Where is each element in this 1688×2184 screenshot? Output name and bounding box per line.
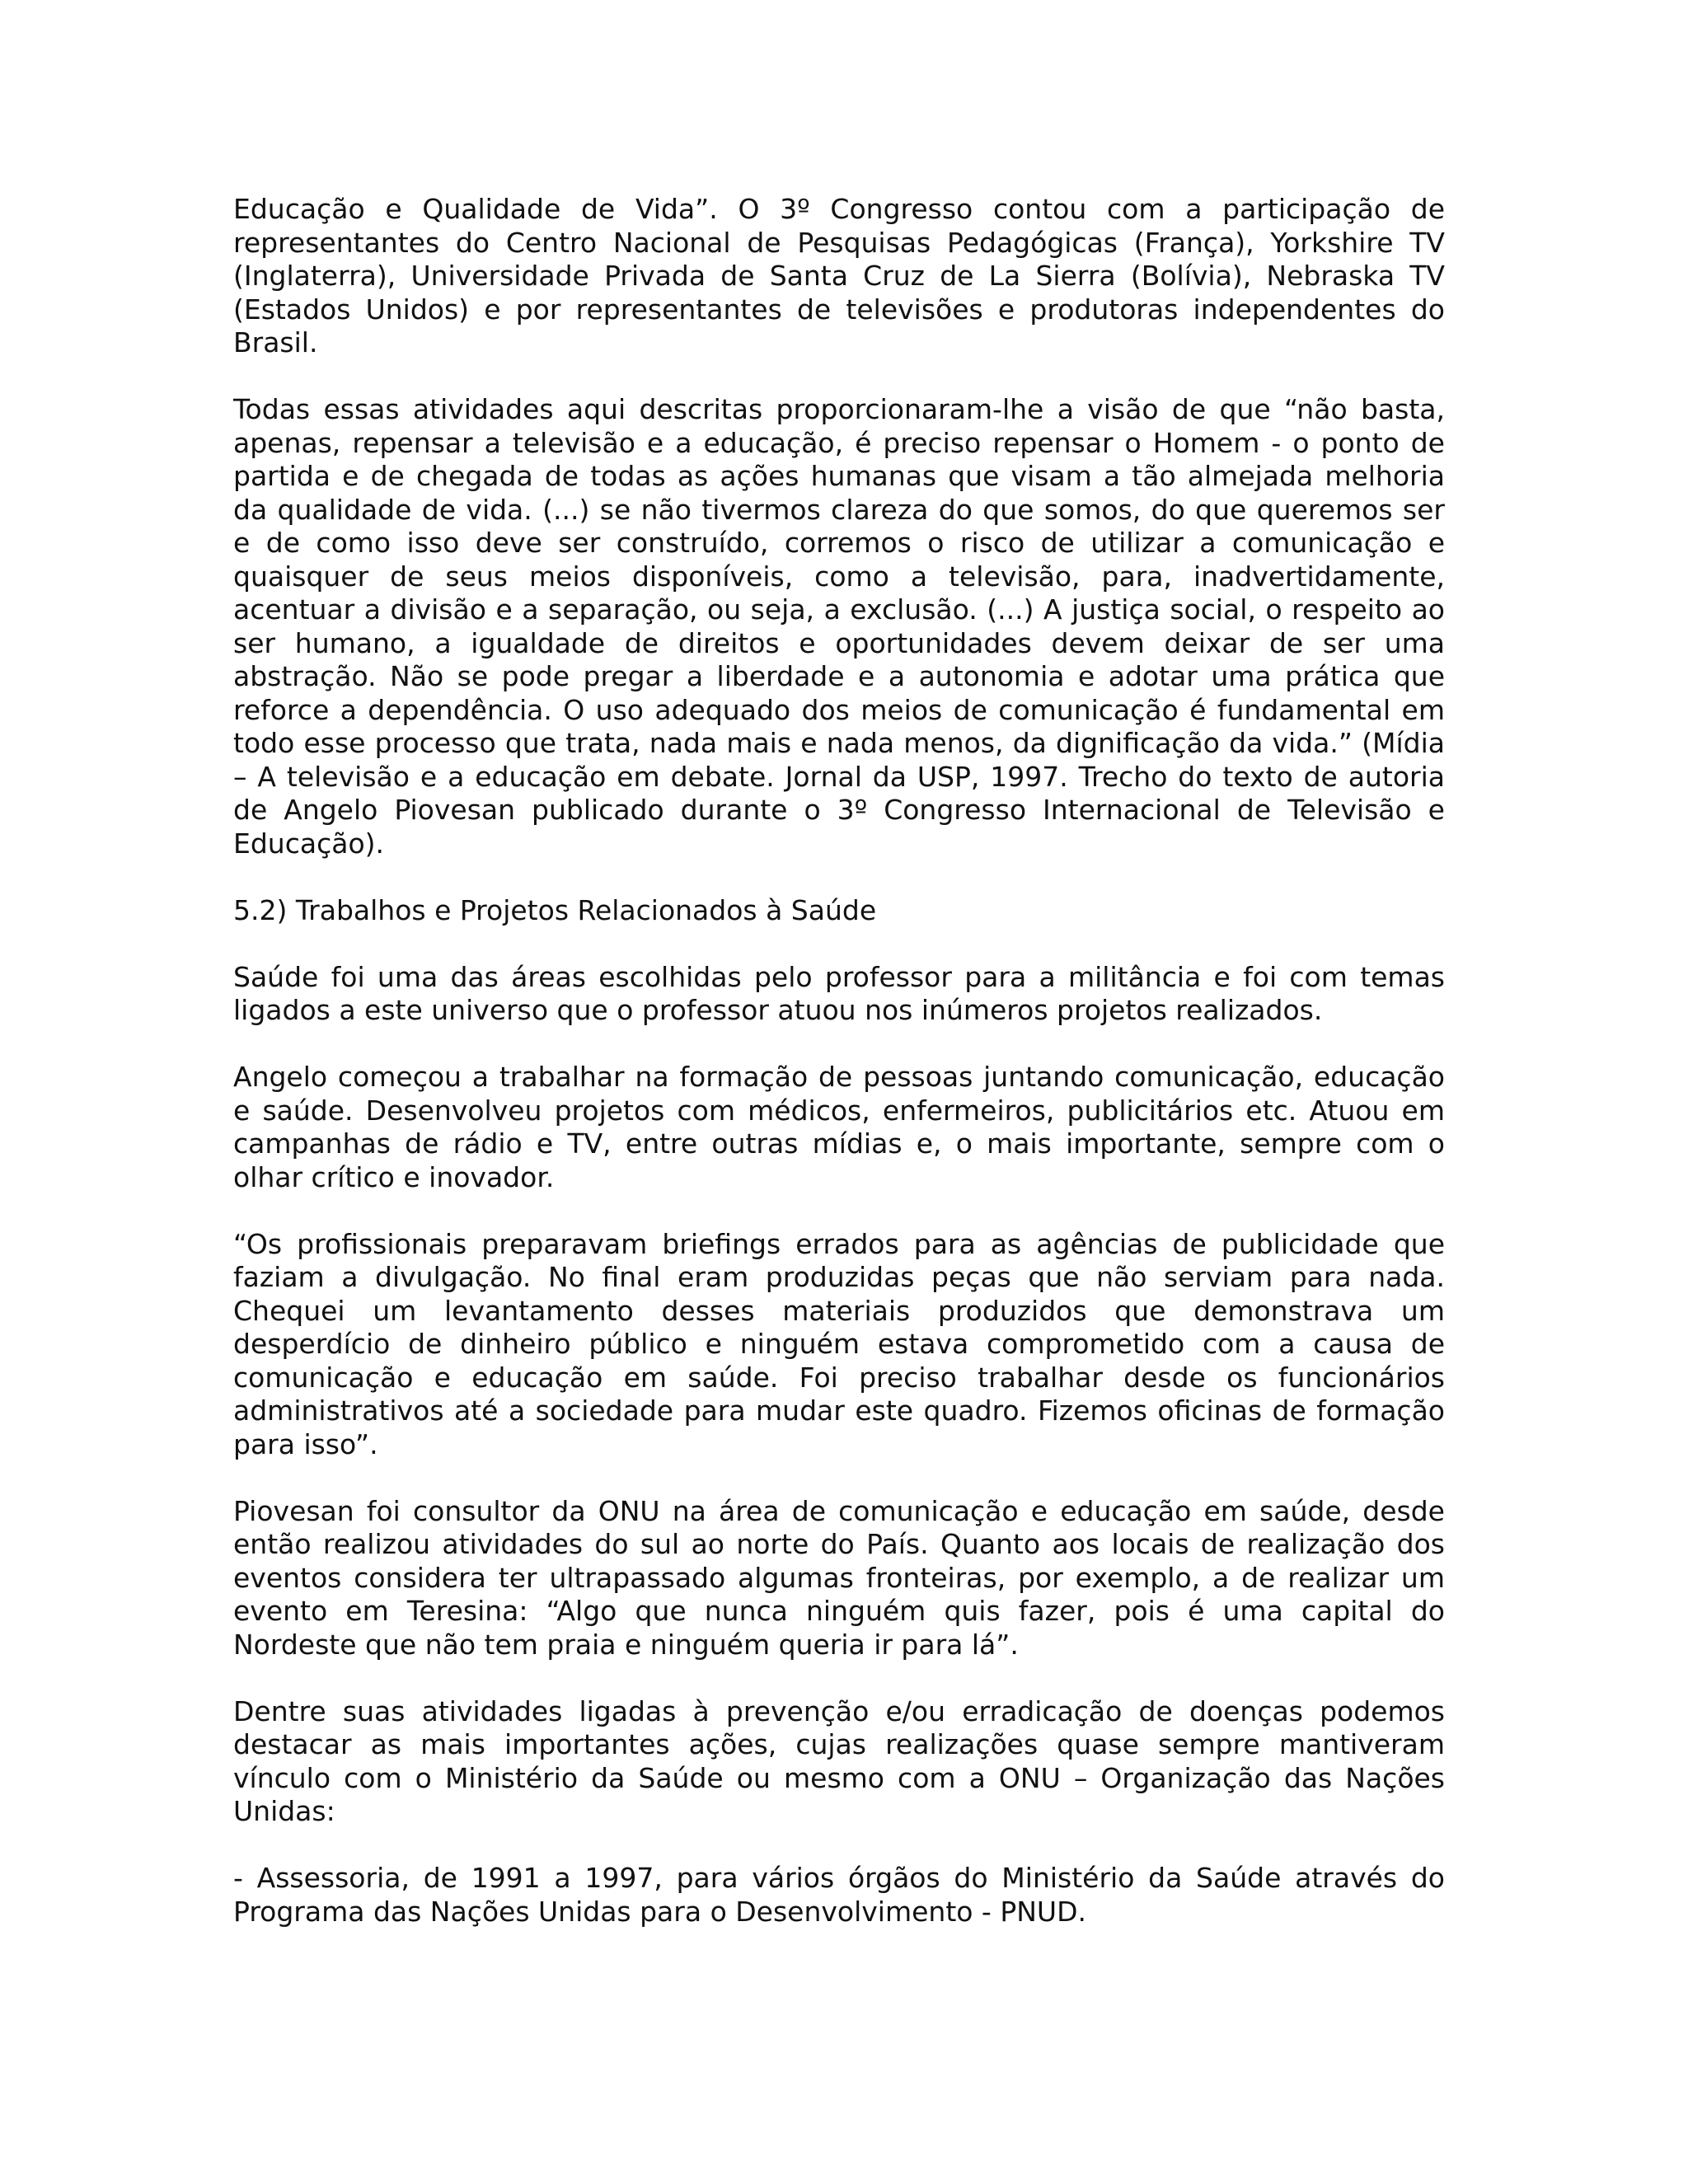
paragraph-congress-participants: Educação e Qualidade de Vida”. O 3º Congresso contou com a participação de representantes do Centro Nacional de Pesquisas Pedagógicas (França), Yorkshire TV (Inglaterra), Universidade Privada de Santa Cruz de La Sierra (Bolívia), Nebraska TV (Estados Unidos) e por representantes de televisões e produtoras independentes do Brasil. [233, 193, 1445, 359]
paragraph-onu-consultant: Piovesan foi consultor da ONU na área de comunicação e educação em saúde, desde então realizou atividades do sul ao norte do País. Quanto aos locais de realização dos eventos considera ter ultrapassado algumas fronteiras, por exemplo, a de realizar um evento em Teresina: “Algo que nunca ninguém quis fazer, pois é uma capital do Nordeste que não tem praia e ninguém queria ir para lá”. [233, 1494, 1445, 1661]
paragraph-quote-briefings: “Os profissionais preparavam briefings errados para as agências de publicidade que faziam a divulgação. No final eram produzidas peças que não serviam para nada. Chequei um levantamento desses materiais produzidos que demonstrava um desperdício de dinheiro público e ninguém estava comprometido com a causa de comunicação e educação em saúde. Foi preciso trabalhar desde os funcionários administrativos até a sociedade para mudar este quadro. Fizemos oficinas de formação para isso”. [233, 1227, 1445, 1460]
paragraph-activities-intro: Dentre suas atividades ligadas à prevenção e/ou erradicação de doenças podemos destacar as mais importantes ações, cujas realizações quase sempre mantiveram vínculo com o Ministério da Saúde ou mesmo com a ONU – Organização das Nações Unidas: [233, 1694, 1445, 1827]
section-heading-health: 5.2) Trabalhos e Projetos Relacionados à Saúde [233, 893, 877, 926]
paragraph-health-intro: Saúde foi uma das áreas escolhidas pelo professor para a militância e foi com temas ligados a este universo que o professor atuou nos inúmeros projetos realizados. [233, 960, 1445, 1026]
document-body [233, 193, 1445, 1929]
paragraph-angelo-training: Angelo começou a trabalhar na formação de pessoas juntando comunicação, educação e saúde. Desenvolveu projetos com médicos, enfermeiros, publicitários etc. Atuou em campanhas de rádio e TV, entre outras mídias e, o mais importante, sempre com o olhar crítico e inovador. [233, 1061, 1445, 1193]
paragraph-quote-television-education: Todas essas atividades aqui descritas proporcionaram-lhe a visão de que “não basta, apenas, repensar a televisão e a educação, é preciso repensar o Homem - o ponto de partida e de chegada de todas as ações humanas que visam a tão almejada melhoria da qualidade de vida. (...) se não tivermos clareza do que somos, do que queremos ser e de como isso deve ser construído, corremos o risco de utilizar a comunicação e quaisquer de seus meios disponíveis, como a televisão, para, inadvertidamente, acentuar a divisão e a separação, ou seja, a exclusão. (...) A justiça social, o respeito ao ser humano, a igualdade de direitos e oportunidades devem deixar de ser uma abstração. Não se pode pregar a liberdade e a autonomia e adotar uma prática que reforce a dependência. O uso adequado dos meios de comunicação é fundamental em todo esse processo que trata, nada mais e nada menos, da dignificação da vida.” (Mídia – A televisão e a educação em debate. Jornal da USP, 1997. Trecho do texto de autoria de Angelo Piovesan publicado durante o 3º Congresso Internacional de Televisão e Educação). [233, 393, 1445, 860]
list-item-assessoria: - Assessoria, de 1991 a 1997, para vários órgãos do Ministério da Saúde através do Programa das Nações Unidas para o Desenvolvimento - PNUD. [233, 1862, 1445, 1928]
